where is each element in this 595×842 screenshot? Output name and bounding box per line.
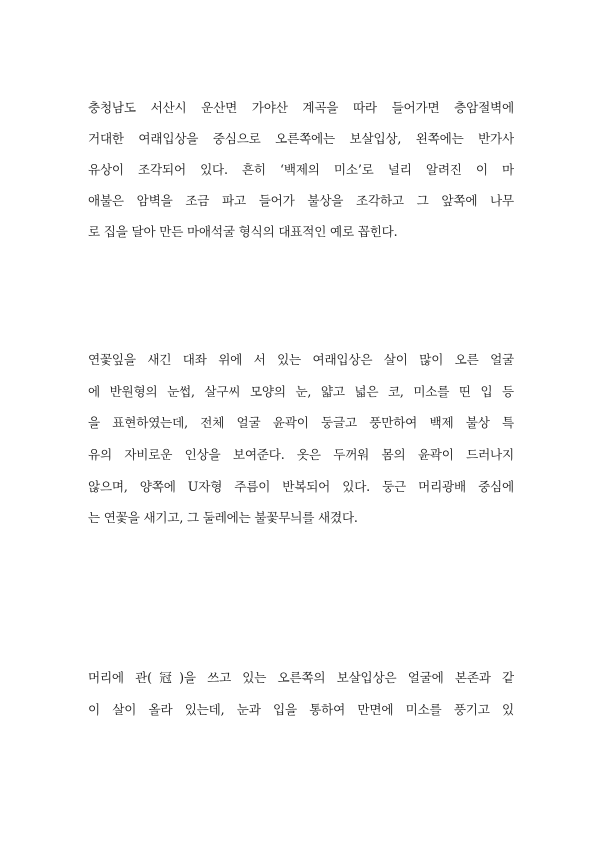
- paragraph-line: 않으며, 양쪽에 U자형 주름이 반복되어 있다. 둥근 머리광배 중심에: [88, 478, 514, 494]
- paragraph-line: 머리에 관(冠)을 쓰고 있는 오른쪽의 보살입상은 얼굴에 본존과 같: [88, 670, 514, 685]
- paragraph-line: 연꽃잎을 새긴 대좌 위에 서 있는 여래입상은 살이 많이 오른 얼굴: [88, 352, 514, 367]
- paragraph-line: 을 표현하였는데, 전체 얼굴 윤곽이 둥글고 풍만하여 백제 불상 특: [88, 415, 514, 431]
- paragraph-3: [88, 668, 514, 732]
- paragraph-1: [88, 98, 514, 253]
- paragraph-line: 유상이 조각되어 있다. 흔히 ‘백제의 미소’로 널리 알려진 이 마: [88, 162, 514, 177]
- paragraph-line: 는 연꽃을 새기고, 그 둘레에는 불꽃무늬를 새겼다.: [88, 510, 358, 526]
- paragraph-line: 유의 자비로운 인상을 보여준다. 옷은 두꺼워 몸의 윤곽이 드러나지: [88, 447, 514, 463]
- paragraph-line: 이 살이 올라 있는데, 눈과 입을 통하여 만면에 미소를 풍기고 있: [88, 702, 514, 717]
- paragraph-line: 충청남도 서산시 운산면 가야산 계곡을 따라 들어가면 층암절벽에: [88, 100, 514, 115]
- paragraph-line: 거대한 여래입상을 중심으로 오른쪽에는 보살입상, 왼쪽에는 반가사: [88, 131, 514, 146]
- paragraph-line: 로 집을 달아 만든 마애석굴 형식의 대표적인 예로 꼽힌다.: [88, 224, 398, 239]
- paragraph-2: [88, 350, 514, 540]
- paragraph-line: 애불은 암벽을 조금 파고 들어가 불상을 조각하고 그 앞쪽에 나무: [88, 193, 514, 208]
- paragraph-line: 에 반원형의 눈썹, 살구씨 모양의 눈, 얇고 넓은 코, 미소를 띤 입 등: [88, 383, 514, 399]
